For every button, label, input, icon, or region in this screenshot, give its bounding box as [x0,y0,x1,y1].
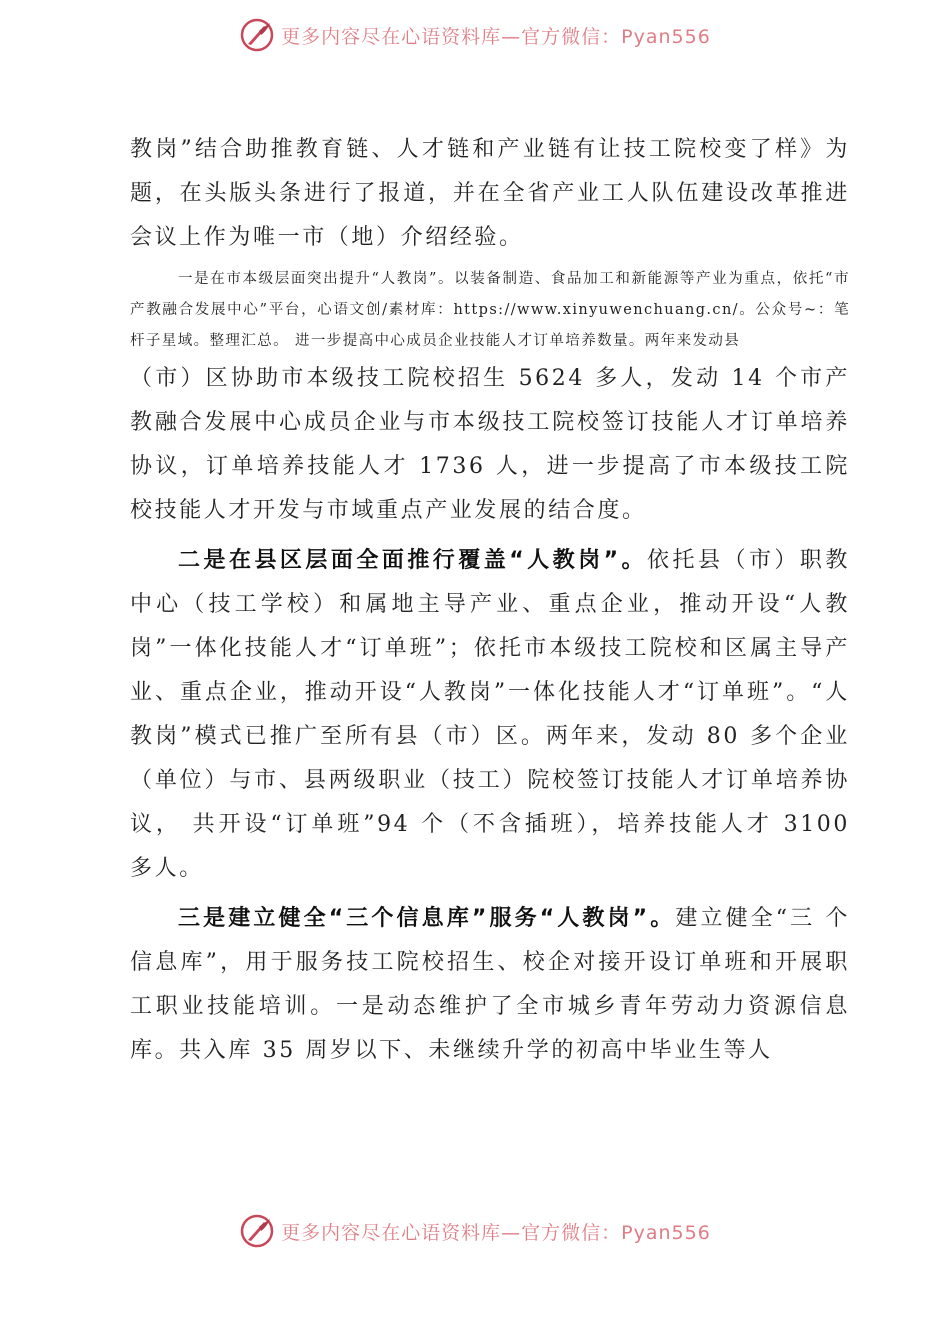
banner-text: 更多内容尽在心语资料库—官方微信：Pyan556 [281,25,711,48]
document-body [130,128,850,1073]
paragraph: （市）区协助市本级技工院校招生 5624 多人，发动 14 个市产教融合发展中心成员企业与市本级技工院校签订技能人才订单培养协议，订单培养技能人才 1736 人，进一步提高了市本级技工院校技能人才开发与市域重点产业发展的结合度。 [130,366,850,523]
paragraph-section-3 [130,897,850,1073]
quill-logo-icon [239,1213,275,1249]
paragraph-small: 一是在市本级层面突出提升“人教岗”。以装备制造、食品加工和新能源等产业为重点，依托“市产教融合发展中心”平台，心语文创/素材库：https://www.xinyuwenchuang.cn/。公众号~：笔杆子星域。整理汇总。 进一步提高中心成员企业技能人才订单培养数量。两年来发动县 [130,271,850,349]
quill-logo-icon [239,17,275,53]
header-banner [0,10,950,60]
section-text: 建立健全“三 个信息库”，用于服务技工院校招生、校企对接开设订单班和开展职工职业技能培训。一是动态维护了全市城乡青年劳动力资源信息库。共入库 35 周岁以下、未继续升学的初高中毕业生等人 [130,906,850,1063]
section-heading: 三是建立健全“三个信息库”服务“人教岗”。 [178,906,676,931]
footer-banner [0,1206,950,1256]
section-heading: 二是在县区层面全面推行覆盖“人教岗”。 [178,548,648,573]
banner-text: 更多内容尽在心语资料库—官方微信：Pyan556 [281,1221,711,1244]
paragraph: 教岗”结合助推教育链、人才链和产业链有让技工院校变了样》为题，在头版头条进行了报道，并在全省产业工人队伍建设改革推进会议上作为唯一市（地）介绍经验。 [130,137,850,250]
paragraph-section-2 [130,539,850,891]
section-text: 依托县（市）职教中心（技工学校）和属地主导产业、重点企业，推动开设“人教岗”一体化技能人才“订单班”；依托市本级技工院校和区属主导产业、重点企业，推动开设“人教岗”一体化技能人才“订单班”。“人教岗”模式已推广至所有县（市）区。两年来，发动 80 多个企业（单位）与市、县两级职业（技工）院校签订技能人才订单培养协议， 共开设“订单班”94 个（不含插班），培养技能人才 3100 多人。 [130,548,850,881]
